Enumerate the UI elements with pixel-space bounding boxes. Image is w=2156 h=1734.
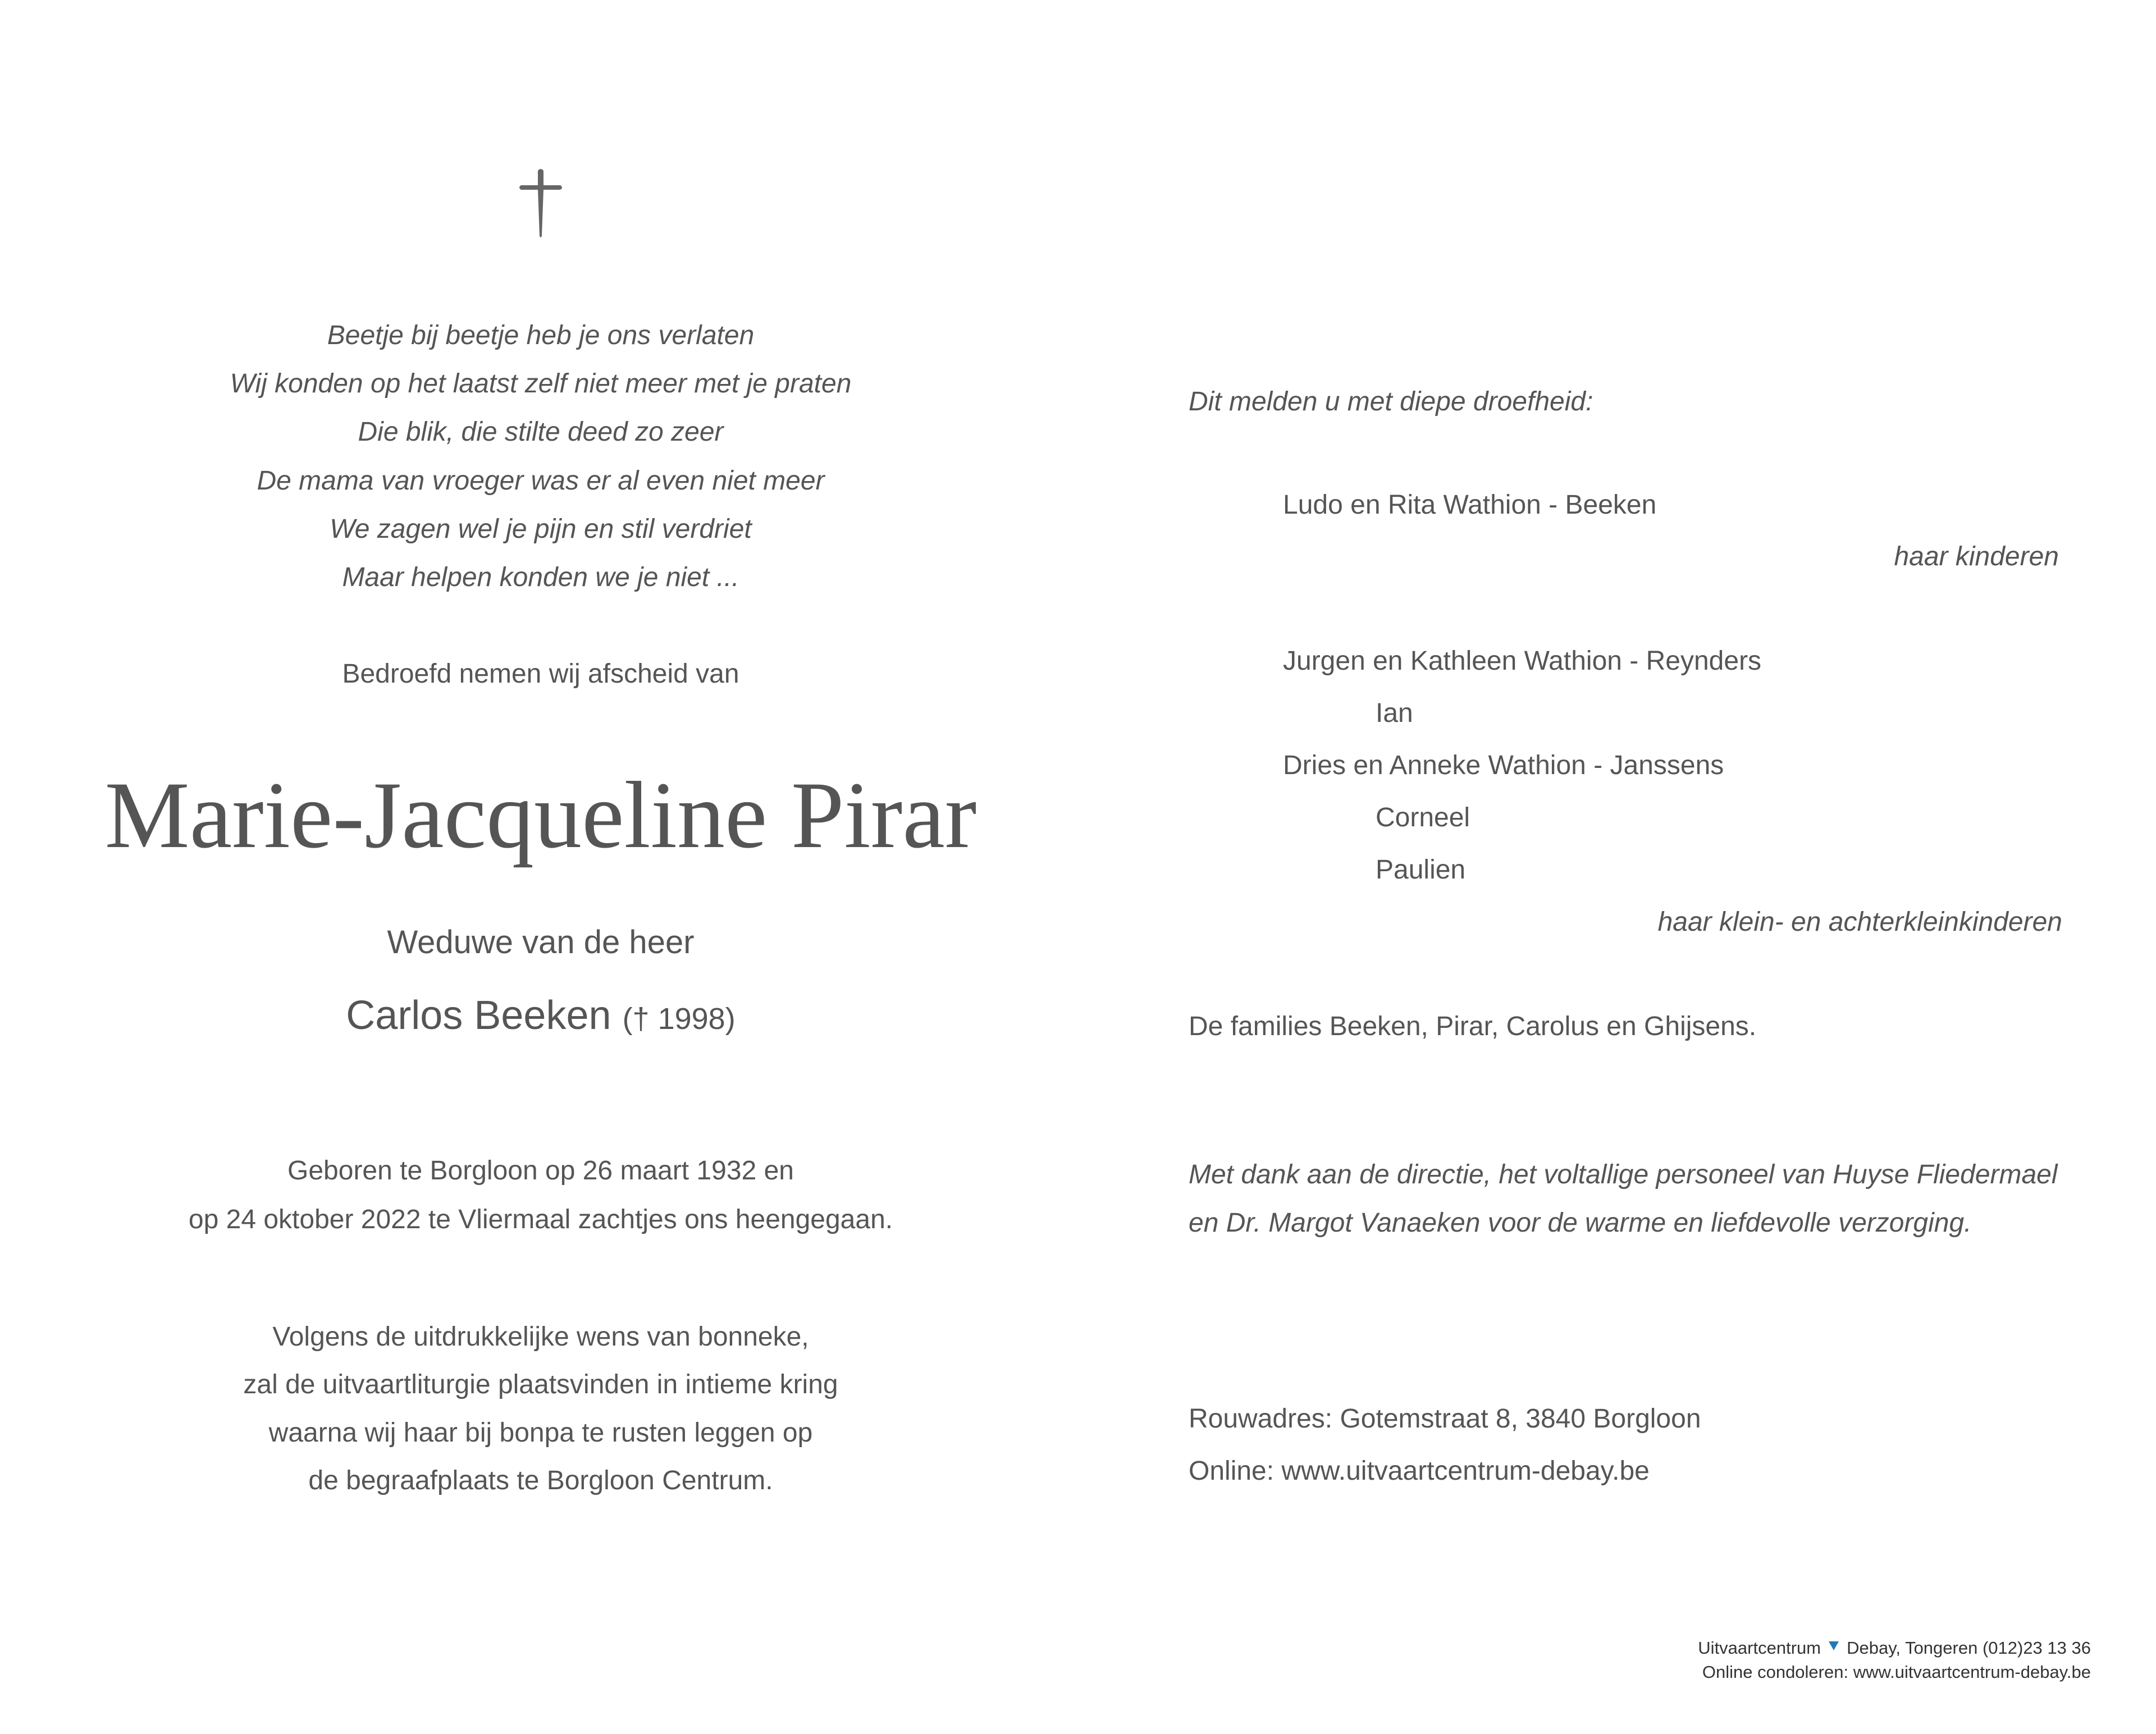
- funeral-line: de begraafplaats te Borgloon Centrum.: [308, 1466, 773, 1495]
- children-member: Ludo en Rita Wathion - Beeken: [1283, 490, 1657, 520]
- poem-line: De mama van vroeger was er al even niet meer: [257, 466, 825, 496]
- announcement-text: Dit melden u met diepe droefheid:: [1189, 387, 1593, 417]
- death-line: op 24 oktober 2022 te Vliermaal zachtjes ons heengegaan.: [188, 1205, 893, 1234]
- poem-line: Die blik, die stilte deed zo zeer: [358, 417, 724, 447]
- extended-family-text: De families Beeken, Pirar, Carolus en Ghijsens.: [1189, 1012, 1757, 1041]
- grandchild-name: Ian: [1376, 698, 1413, 728]
- triangle-logo-icon: [1829, 1641, 1839, 1650]
- deceased-name: Marie-Jacqueline Pirar: [104, 762, 977, 868]
- funeral-line: Volgens de uitdrukkelijke wens van bonneke,: [272, 1322, 809, 1352]
- thanks-line: en Dr. Margot Vanaeken voor de warme en liefdevolle verzorging.: [1189, 1208, 1972, 1238]
- footer-company-right: Debay, Tongeren (012)23 13 36: [1847, 1638, 2091, 1658]
- poem-line: Maar helpen konden we je niet ...: [342, 562, 739, 592]
- cross-icon: [515, 167, 566, 240]
- poem-line: We zagen wel je pijn en stil verdriet: [330, 514, 752, 544]
- footer-company-left: Uitvaartcentrum: [1698, 1638, 1821, 1658]
- grandchild-name: Corneel: [1376, 803, 1470, 832]
- address-text: Rouwadres: Gotemstraat 8, 3840 Borgloon: [1189, 1404, 1701, 1434]
- grandchild-name: Paulien: [1376, 855, 1466, 885]
- grandchildren-family-1: Jurgen en Kathleen Wathion - Reynders: [1283, 646, 1762, 676]
- grandchildren-family-2: Dries en Anneke Wathion - Janssens: [1283, 751, 1724, 780]
- funeral-line: waarna wij haar bij bonpa te rusten leggen op: [268, 1418, 813, 1448]
- widow-of-text: Weduwe van de heer: [387, 924, 695, 960]
- birth-line: Geboren te Borgloon op 26 maart 1932 en: [287, 1156, 794, 1186]
- children-label: haar kinderen: [1894, 542, 2059, 571]
- thanks-line: Met dank aan de directie, het voltallige personeel van Huyse Fliedermael: [1189, 1160, 2058, 1189]
- husband-name: Carlos Beeken: [346, 993, 611, 1038]
- footer-company: [1698, 1638, 2091, 1658]
- intro-text: Bedroefd nemen wij afscheid van: [342, 659, 739, 689]
- left-column: [92, 0, 990, 1734]
- poem-line: Beetje bij beetje heb je ons verlaten: [327, 321, 755, 350]
- funeral-line: zal de uitvaartliturgie plaatsvinden in intieme kring: [243, 1370, 838, 1399]
- footer-condolence: Online condoleren: www.uitvaartcentrum-debay.be: [1702, 1662, 2091, 1682]
- poem-line: Wij konden op het laatst zelf niet meer met je praten: [230, 369, 852, 399]
- online-text: Online: www.uitvaartcentrum-debay.be: [1189, 1456, 1650, 1486]
- husband-death-note: († 1998): [622, 1002, 736, 1036]
- husband-line: [92, 992, 990, 1038]
- grandchildren-label: haar klein- en achterkleinkinderen: [1657, 907, 2062, 937]
